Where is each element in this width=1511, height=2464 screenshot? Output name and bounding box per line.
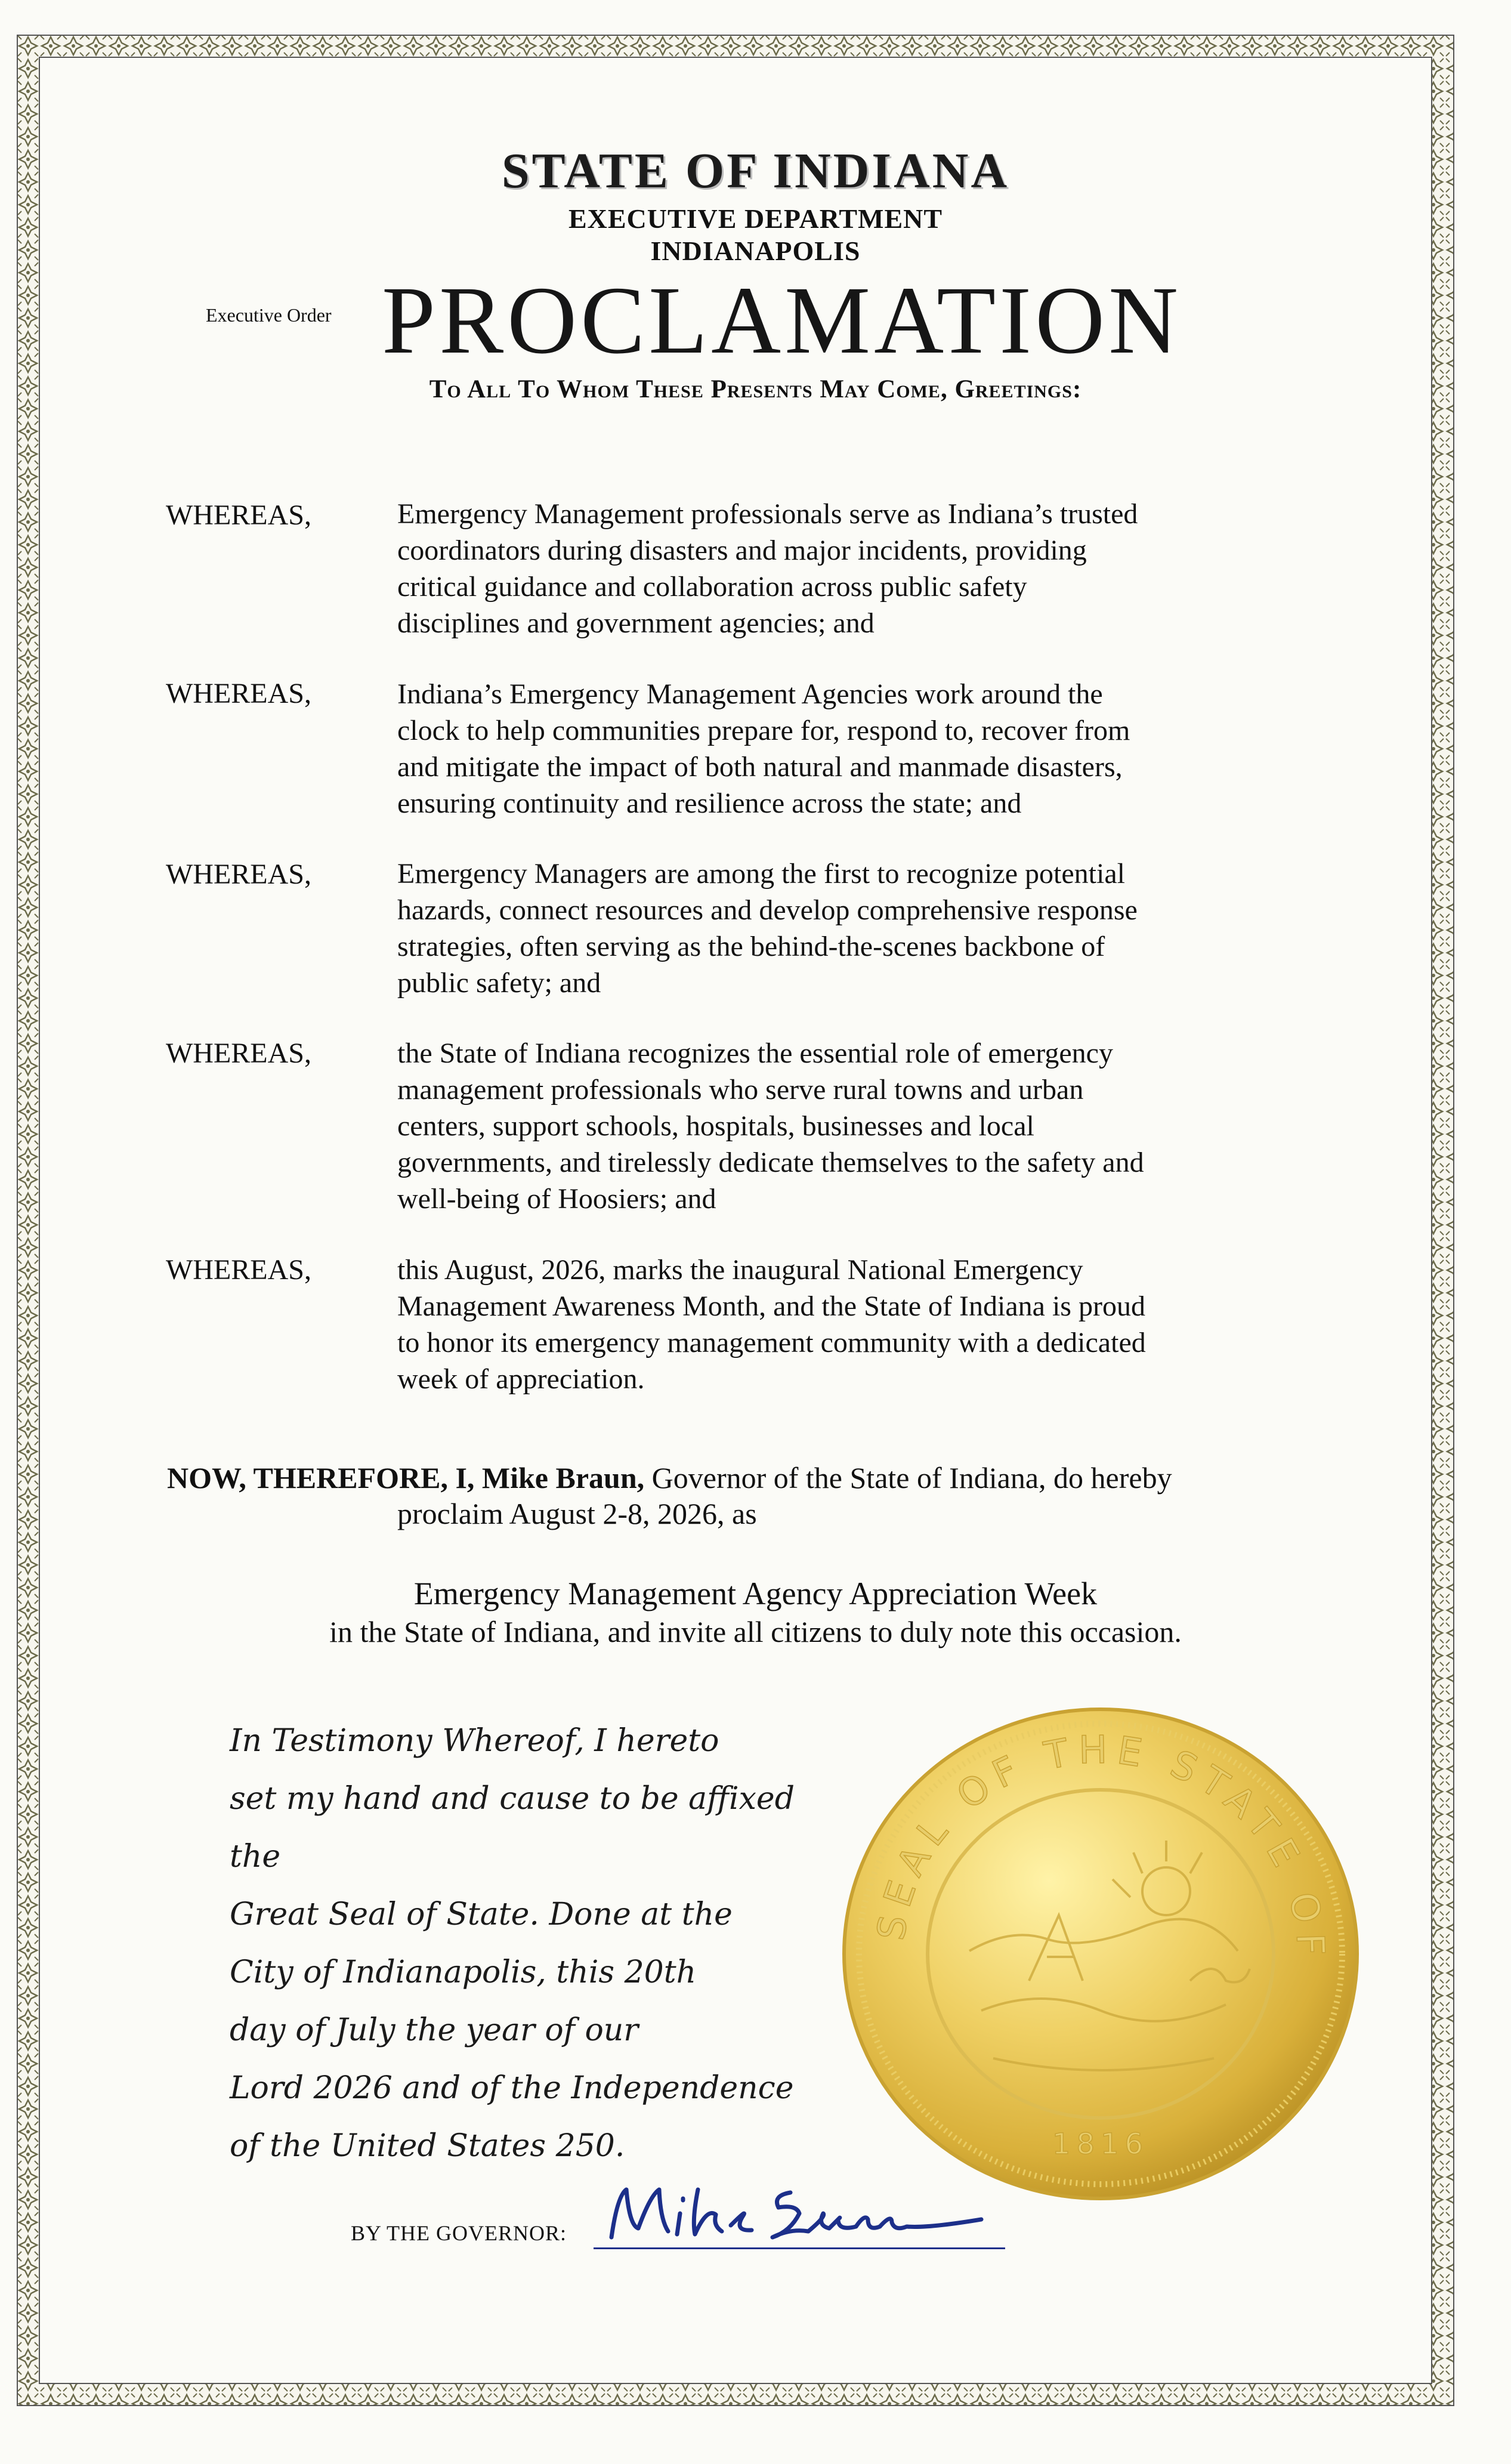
clause-line: hazards, connect resources and develop comprehensive response xyxy=(397,894,1138,926)
clause-line: clock to help communities prepare for, respond to, recover from xyxy=(397,715,1130,746)
seal-ring-text: SEAL OF THE STATE OF xyxy=(869,1728,1333,1965)
testimony-line: Great Seal of State. Done at the xyxy=(230,1897,733,1932)
now-therefore-rest: Governor of the State of Indiana, do hereby xyxy=(644,1461,1172,1495)
proclamation-title: PROCLAMATION xyxy=(382,267,1182,374)
clause-line: centers, support schools, hospitals, businesses and local xyxy=(397,1110,1034,1142)
testimony-line: set my hand and cause to be affixed the xyxy=(230,1781,795,1875)
clause-line: the State of Indiana recognizes the essential role of emergency xyxy=(397,1038,1113,1069)
clause-line: well-being of Hoosiers; and xyxy=(397,1183,716,1215)
clause-line: Management Awareness Month, and the State of Indiana is proud xyxy=(397,1290,1145,1322)
invite-line: in the State of Indiana, and invite all citizens to duly note this occasion. xyxy=(329,1615,1182,1648)
testimony-line: Lord 2026 and of the Independence xyxy=(230,2070,794,2106)
clause-line: governments, and tirelessly dedicate themselves to the safety and xyxy=(397,1147,1144,1178)
proclaim-line: proclaim August 2-8, 2026, as xyxy=(397,1497,757,1530)
executive-order-label: Executive Order xyxy=(206,304,332,326)
whereas-clause-1 xyxy=(397,496,1364,641)
whereas-label: WHEREAS, xyxy=(166,678,311,709)
clause-line: and mitigate the impact of both natural and manmade disasters, xyxy=(397,751,1123,783)
testimony-line: day of July the year of our xyxy=(230,2012,639,2048)
now-therefore-line xyxy=(167,1459,1360,1496)
whereas-clause-4 xyxy=(397,1035,1364,1217)
whereas-clause-3 xyxy=(397,856,1364,1001)
clause-line: Emergency Managers are among the first to recognize potential xyxy=(397,858,1125,890)
testimony-block xyxy=(230,1712,838,2175)
seal-year: 1816 xyxy=(1052,2128,1150,2161)
clause-line: ensuring continuity and resilience across the state; and xyxy=(397,788,1022,819)
testimony-line: City of Indianapolis, this 20th xyxy=(230,1954,697,1990)
whereas-clause-5 xyxy=(397,1252,1364,1397)
signature-line xyxy=(594,2247,1005,2249)
whereas-label: WHEREAS, xyxy=(166,859,311,890)
department-title: EXECUTIVE DEPARTMENT xyxy=(568,203,943,234)
by-the-governor-label: BY THE GOVERNOR: xyxy=(351,2221,567,2245)
state-seal xyxy=(832,1700,1369,2207)
clause-line: management professionals who serve rural towns and urban xyxy=(397,1074,1084,1106)
state-title: STATE OF INDIANA xyxy=(501,143,1010,199)
clause-line: strategies, often serving as the behind-the-scenes backbone of xyxy=(397,931,1105,962)
clause-line: coordinators during disasters and major incidents, providing xyxy=(397,535,1087,566)
clause-line: disciplines and government agencies; and xyxy=(397,607,875,639)
testimony-line: of the United States 250. xyxy=(230,2128,625,2164)
whereas-label: WHEREAS, xyxy=(166,499,311,531)
city-title: INDIANAPOLIS xyxy=(650,236,861,266)
clause-line: Indiana’s Emergency Management Agencies work around the xyxy=(397,678,1103,710)
clause-line: this August, 2026, marks the inaugural National Emergency xyxy=(397,1254,1083,1286)
whereas-label: WHEREAS, xyxy=(166,1038,311,1069)
clause-line: critical guidance and collaboration across public safety xyxy=(397,571,1027,603)
clause-line: week of appreciation. xyxy=(397,1363,645,1395)
clause-line: to honor its emergency management community with a dedicated xyxy=(397,1327,1146,1358)
now-therefore-bold: NOW, THEREFORE, I, Mike Braun, xyxy=(167,1461,645,1495)
greeting-line: To All To Whom These Presents May Come, Greetings: xyxy=(429,375,1082,403)
testimony-line: In Testimony Whereof, I hereto xyxy=(230,1723,719,1759)
week-name: Emergency Management Agency Appreciation Week xyxy=(413,1576,1098,1611)
governor-signature xyxy=(594,2172,1005,2255)
whereas-clause-2 xyxy=(397,676,1364,822)
whereas-label: WHEREAS, xyxy=(166,1254,311,1286)
clause-line: Emergency Management professionals serve as Indiana’s trusted xyxy=(397,498,1138,530)
clause-line: public safety; and xyxy=(397,967,601,999)
